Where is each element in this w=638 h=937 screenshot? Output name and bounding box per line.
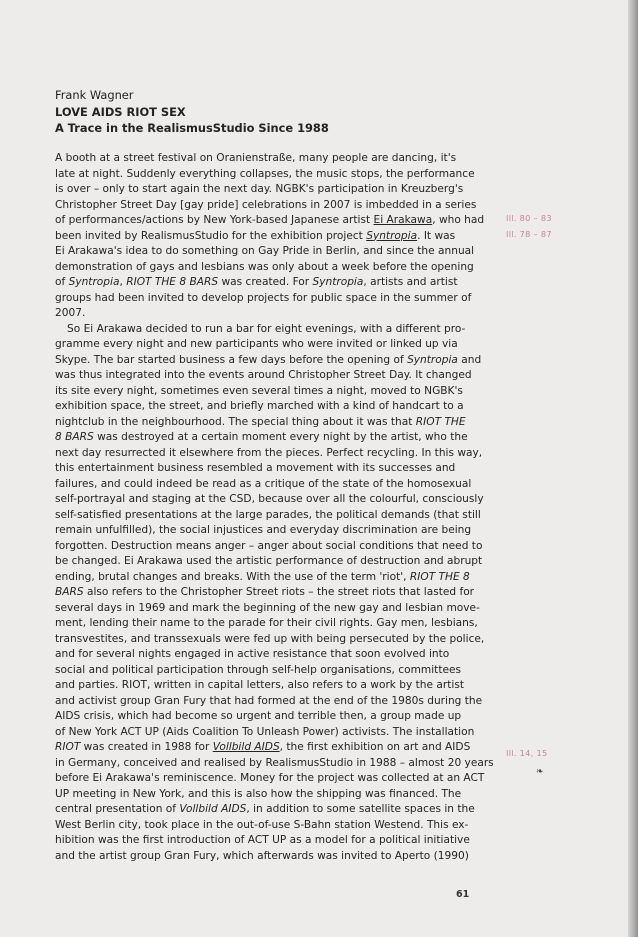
text-line: 8 BARS was destroyed at a certain moment every night by the artist, who the bbox=[55, 431, 468, 443]
text-line: forgotten. Destruction means anger – anger about social conditions that need to bbox=[55, 539, 483, 552]
text-line: and the artist group Gran Fury, which afterwards was invited to Aperto (1990) bbox=[55, 849, 469, 862]
text-line: and for several nights engaged in active resistance that soon evolved into bbox=[55, 648, 450, 660]
text-line: hibition was the first introduction of ACT UP as a model for a political initiative bbox=[55, 834, 470, 846]
text-line: several days in 1969 and mark the beginning of the new gay and lesbian move- bbox=[55, 601, 480, 614]
article-body bbox=[55, 151, 494, 864]
text-line: gramme every night and new participants who were invited or linked up via bbox=[55, 338, 458, 350]
text-line: been invited by RealismusStudio for the exhibition project Syntropia. It was bbox=[55, 229, 456, 242]
text-line: late at night. Suddenly everything collapses, the music stops, the performance bbox=[55, 167, 475, 180]
text-line: next day resurrected it elsewhere from the pieces. Perfect recycling. In this way, bbox=[55, 446, 483, 459]
text-line: ending, brutal changes and breaks. With the use of the term 'riot', RIOT THE 8 bbox=[55, 570, 470, 583]
text-line: this entertainment business resembled a movement with its successes and bbox=[55, 462, 456, 474]
margin-note-illustration-ref: Ill. 80 – 83 bbox=[506, 213, 552, 223]
text-line: groups had been invited to develop projects for public space in the summer of bbox=[55, 291, 472, 304]
text-line: AIDS crisis, which had become so urgent and terrible then, a group made up bbox=[55, 710, 462, 722]
text-line: be changed. Ei Arakawa used the artistic performance of destruction and abrupt bbox=[55, 555, 483, 567]
text-line: So Ei Arakawa decided to run a bar for eight evenings, with a different pro- bbox=[67, 322, 466, 335]
text-line: BARS also refers to the Christopher Street riots – the street riots that lasted for bbox=[55, 586, 475, 598]
page-number: 61 bbox=[456, 889, 470, 900]
text-line: and activist group Gran Fury that had formed at the end of the 1980s during the bbox=[55, 694, 483, 707]
text-line: self-portrayal and staging at the CSD, because over all the colourful, consciously bbox=[55, 493, 484, 505]
margin-note-illustration-ref: Ill. 78 – 87 bbox=[506, 229, 552, 239]
text-line: failures, and could indeed be read as a critique of the state of the homosexual bbox=[55, 477, 472, 490]
text-line: in Germany, conceived and realised by RealismusStudio in 1988 – almost 20 years bbox=[55, 756, 494, 769]
text-line: 2007. bbox=[55, 307, 86, 319]
text-line: central presentation of Vollbild AIDS, in addition to some satellite spaces in the bbox=[55, 803, 475, 815]
text-line: self-satisfied presentations at the large parades, the political demands (that still bbox=[55, 508, 481, 521]
text-line: Christopher Street Day [gay pride] celebrations in 2007 is imbedded in a series bbox=[55, 198, 477, 211]
exhibition-title-link: Vollbild AIDS bbox=[212, 741, 280, 753]
text-line: transvestites, and transsexuals were fed up with being persecuted by the police, bbox=[55, 632, 485, 645]
text-line: of performances/actions by New York-based Japanese artist Ei Arakawa, who had bbox=[55, 214, 485, 226]
project-title-link: Syntropia bbox=[366, 229, 418, 242]
author-name: Frank Wagner bbox=[55, 88, 134, 102]
text-line: exhibition space, the street, and briefly marched with a kind of handcart to a bbox=[55, 400, 464, 412]
text-line: A booth at a street festival on Oranienstraße, many people are dancing, it's bbox=[55, 152, 457, 164]
text-line: demonstration of gays and lesbians was only about a week before the opening bbox=[55, 260, 474, 273]
text-line: its site every night, sometimes even several times a night, moved to NGBK's bbox=[55, 384, 463, 397]
text-line: nightclub in the neighbourhood. The special thing about it was that RIOT THE bbox=[55, 415, 466, 428]
text-line: and parties. RIOT, written in capital letters, also refers to a work by the artist bbox=[55, 679, 465, 691]
article-subtitle: A Trace in the RealismusStudio Since 1988 bbox=[55, 121, 329, 135]
text-line: was thus integrated into the events around Christopher Street Day. It changed bbox=[55, 369, 472, 381]
artist-name-link: Ei Arakawa bbox=[373, 214, 433, 226]
text-line: UP meeting in New York, and this is also how the shipping was financed. The bbox=[55, 787, 462, 800]
text-line: of New York ACT UP (Aids Coalition To Unleash Power) activists. The installation bbox=[55, 725, 475, 738]
text-line: of Syntropia, RIOT THE 8 BARS was created. For Syntropia, artists and artist bbox=[55, 276, 458, 288]
article-title: LOVE AIDS RIOT SEX bbox=[55, 104, 186, 119]
text-line: is over – only to start again the next day. NGBK's participation in Kreuzberg's bbox=[55, 183, 464, 195]
fleuron-glyph-icon: ❧ bbox=[536, 767, 544, 777]
text-line: Skype. The bar started business a few days before the opening of Syntropia and bbox=[55, 353, 482, 366]
text-line: social and political participation through self-help organisations, committees bbox=[55, 663, 462, 676]
margin-note-illustration-ref: Ill. 14, 15 bbox=[506, 748, 548, 758]
page-edge-shadow bbox=[628, 0, 638, 937]
text-line: Ei Arakawa's idea to do something on Gay Pride in Berlin, and since the annual bbox=[55, 245, 475, 257]
article-header bbox=[55, 87, 495, 137]
text-line: RIOT was created in 1988 for Vollbild AIDS, the first exhibition on art and AIDS bbox=[55, 741, 471, 753]
text-line: ment, lending their name to the parade for their civil rights. Gay men, lesbians, bbox=[55, 617, 478, 629]
text-line: West Berlin city, took place in the out-of-use S-Bahn station Westend. This ex- bbox=[55, 818, 469, 831]
text-line: remain unfulfilled), the social injustices and everyday discrimination are being bbox=[55, 524, 472, 536]
text-line: before Ei Arakawa's reminiscence. Money for the project was collected at an ACT bbox=[55, 772, 485, 784]
